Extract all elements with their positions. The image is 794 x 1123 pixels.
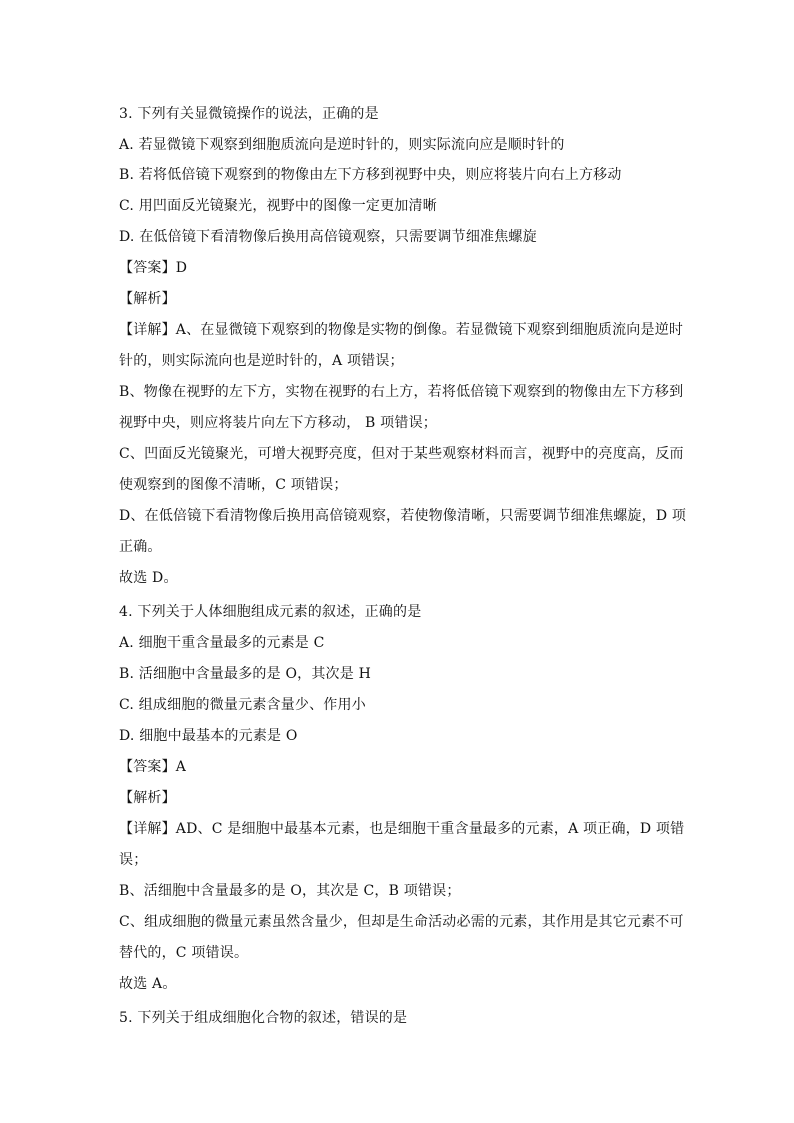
question-3-analysis-line: 正确。	[119, 539, 162, 555]
question-4-analysis-line: 误；	[119, 852, 148, 868]
question-4-stem: 4. 下列关于人体细胞组成元素的叙述，正确的是	[119, 604, 422, 620]
question-3-conclusion: 故选 D。	[119, 570, 178, 586]
question-4-option-c: C. 组成细胞的微量元素含量少、作用小	[119, 697, 366, 713]
question-3-option-b: B. 若将低倍镜下观察到的物像由左下方移到视野中央，则应将装片向右上方移动	[119, 167, 622, 183]
question-3-analysis-line: 使观察到的图像不清晰，C 项错误；	[119, 477, 348, 493]
question-3-analysis-line: C、凹面反光镜聚光，可增大视野亮度，但对于某些观察材料而言，视野中的亮度高，反而	[119, 446, 684, 462]
question-4-analysis-title: 【解析】	[119, 790, 176, 806]
question-3-answer: 【答案】D	[119, 260, 188, 276]
question-3-option-c: C. 用凹面反光镜聚光，视野中的图像一定更加清晰	[119, 198, 437, 214]
question-4-conclusion: 故选 A。	[119, 976, 177, 992]
question-3-option-d: D. 在低倍镜下看清物像后换用高倍镜观察，只需要调节细准焦螺旋	[119, 229, 537, 245]
question-4-answer: 【答案】A	[119, 759, 187, 775]
question-4-option-b: B. 活细胞中含量最多的是 O，其次是 H	[119, 666, 371, 682]
question-3-analysis-line: 【详解】A、在显微镜下观察到的物像是实物的倒像。若显微镜下观察到细胞质流向是逆时	[119, 322, 684, 338]
question-4-analysis-line: B、活细胞中含量最多的是 O，其次是 C，B 项错误；	[119, 883, 461, 899]
question-4-option-a: A. 细胞干重含量最多的元素是 C	[119, 635, 325, 651]
question-5-stem: 5. 下列关于组成细胞化合物的叙述，错误的是	[119, 1010, 408, 1026]
question-3-analysis-line: 针的，则实际流向也是逆时针的，A 项错误；	[119, 353, 404, 369]
question-3-analysis-title: 【解析】	[119, 291, 176, 307]
question-4-option-d: D. 细胞中最基本的元素是 O	[119, 728, 298, 744]
question-3-analysis-line: 视野中央，则应将装片向左下方移动， B 项错误；	[119, 415, 437, 431]
question-4-analysis-line: 替代的，C 项错误。	[119, 945, 249, 961]
question-4-analysis-line: C、组成细胞的微量元素虽然含量少，但却是生命活动必需的元素，其作用是其它元素不可	[119, 914, 684, 930]
question-3-option-a: A. 若显微镜下观察到细胞质流向是逆时针的，则实际流向应是顺时针的	[119, 137, 565, 153]
question-3-analysis-line: B、物像在视野的左下方，实物在视野的右上方，若将低倍镜下观察到的物像由左下方移到	[119, 384, 684, 400]
question-3-stem: 3. 下列有关显微镜操作的说法，正确的是	[119, 106, 379, 122]
question-3-analysis-line: D、在低倍镜下看清物像后换用高倍镜观察，若使物像清晰，只需要调节细准焦螺旋，D 项	[119, 508, 687, 524]
question-4-analysis-line: 【详解】AD、C 是细胞中最基本元素，也是细胞干重含量最多的元素，A 项正确，D 项错	[119, 821, 685, 837]
